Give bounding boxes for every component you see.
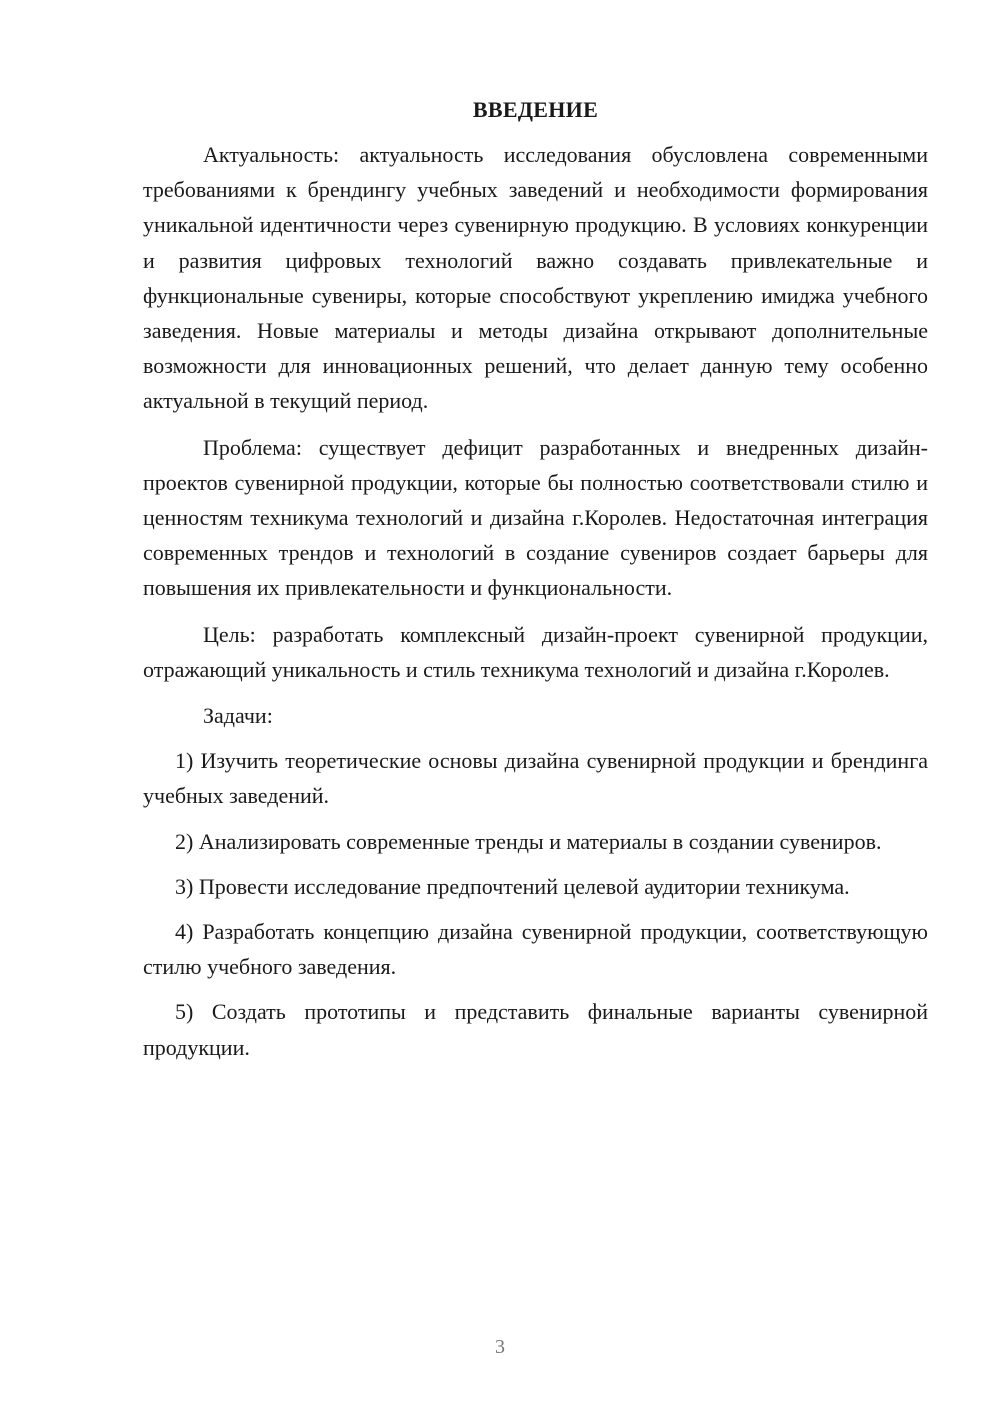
task-item-3: 3) Провести исследование предпочтений целевой аудитории техникума. xyxy=(175,873,850,899)
task-item-2: 2) Анализировать современные тренды и материалы в создании сувениров. xyxy=(175,828,882,854)
task-item-1: 1) Изучить теоретические основы дизайна сувенирной продукции и брендинга учебных заведений. xyxy=(143,748,928,809)
problem-paragraph: Проблема: существует дефицит разработанных и внедренных дизайн-проектов сувенирной продукции, которые бы полностью соответствовали стилю и ценностям техникума технологий и дизайна г.Королев. Недостаточная интеграция современных трендов и технологий в создание сувениров создает барьеры для повышения их привлекательности и функциональности. xyxy=(143,434,928,601)
page-title: ВВЕДЕНИЕ xyxy=(472,97,599,122)
page-content xyxy=(143,92,928,1065)
task-item-4: 4) Разработать концепцию дизайна сувенирной продукции, соответствующую стилю учебного заведения. xyxy=(143,919,928,980)
task-item-5: 5) Создать прототипы и представить финальные варианты сувенирной продукции. xyxy=(143,999,928,1060)
goal-paragraph: Цель: разработать комплексный дизайн-проект сувенирной продукции, отражающий уникальность и стиль техникума технологий и дизайна г.Королев. xyxy=(143,621,928,682)
tasks-heading: Задачи: xyxy=(203,703,273,729)
relevance-paragraph: Актуальность: актуальность исследования обусловлена современными требованиями к брендингу учебных заведений и необходимости формирования уникальной идентичности через сувенирную продукцию. В условиях конкуренции и развития цифровых технологий важно создавать привлекательные и функциональные сувениры, которые способствуют укреплению имиджа учебного заведения. Новые материалы и методы дизайна открывают дополнительные возможности для инновационных решений, что делает данную тему особенно актуальной в текущий период. xyxy=(143,142,928,414)
page-number: 3 xyxy=(495,1336,505,1358)
